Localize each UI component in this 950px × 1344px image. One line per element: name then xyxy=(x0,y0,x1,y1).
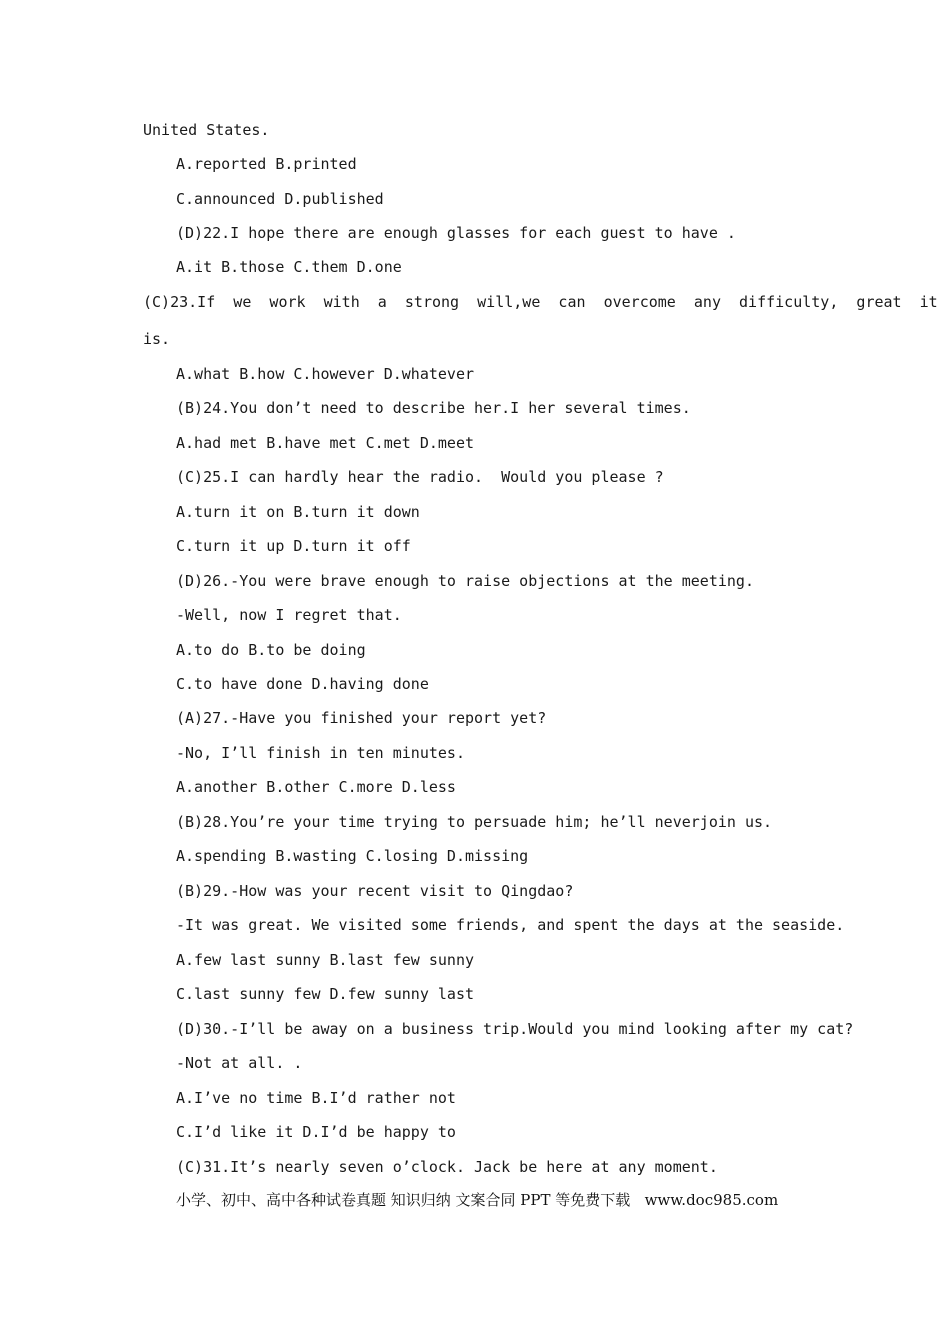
dialogue-line: -Well, now I regret that. xyxy=(176,606,402,624)
question-28: (B)28.You’re your time trying to persuade him; he’ll neverjoin us. xyxy=(176,813,773,831)
question-22: (D)22.I hope there are enough glasses for each guest to have . xyxy=(176,224,736,242)
page-footer: 小学、初中、高中各种试卷真题 知识归纳 文案合同 PPT 等免费下载 www.doc985.com xyxy=(176,1191,779,1209)
question-27: (A)27.-Have you finished your report yet? xyxy=(176,709,547,727)
answer-options: A.few last sunny B.last few sunny xyxy=(176,951,475,969)
answer-options: A.to do B.to be doing xyxy=(176,641,366,659)
answer-options: C.turn it up D.turn it off xyxy=(176,537,411,555)
dialogue-line: -Not at all. . xyxy=(176,1054,303,1072)
question-24: (B)24.You don’t need to describe her.I her several times. xyxy=(176,399,691,417)
question-23: (C)23.If we work with a strong will,we can overcome any difficulty, great it xyxy=(143,293,938,311)
question-31: (C)31.It’s nearly seven o’clock. Jack be here at any moment. xyxy=(176,1158,718,1176)
answer-options: A.had met B.have met C.met D.meet xyxy=(176,434,475,452)
dialogue-line: -It was great. We visited some friends, and spent the days at the seaside. xyxy=(176,916,845,934)
answer-options: C.announced D.published xyxy=(176,190,384,208)
question-29: (B)29.-How was your recent visit to Qingdao? xyxy=(176,882,574,900)
answer-options: A.what B.how C.however D.whatever xyxy=(176,365,475,383)
answer-options: A.spending B.wasting C.losing D.missing xyxy=(176,847,529,865)
answer-options: C.to have done D.having done xyxy=(176,675,429,693)
question-30: (D)30.-I’ll be away on a business trip.Would you mind looking after my cat? xyxy=(176,1020,854,1038)
answer-options: A.it B.those C.them D.one xyxy=(176,258,402,276)
text-line: is. xyxy=(143,330,171,348)
question-25: (C)25.I can hardly hear the radio. Would you please ? xyxy=(176,468,664,486)
text-line: United States. xyxy=(143,121,270,139)
dialogue-line: -No, I’ll finish in ten minutes. xyxy=(176,744,465,762)
answer-options: C.last sunny few D.few sunny last xyxy=(176,985,475,1003)
answer-options: A.reported B.printed xyxy=(176,155,357,173)
answer-options: A.I’ve no time B.I’d rather not xyxy=(176,1089,456,1107)
answer-options: A.another B.other C.more D.less xyxy=(176,778,456,796)
question-26: (D)26.-You were brave enough to raise objections at the meeting. xyxy=(176,572,754,590)
answer-options: C.I’d like it D.I’d be happy to xyxy=(176,1123,456,1141)
answer-options: A.turn it on B.turn it down xyxy=(176,503,420,521)
